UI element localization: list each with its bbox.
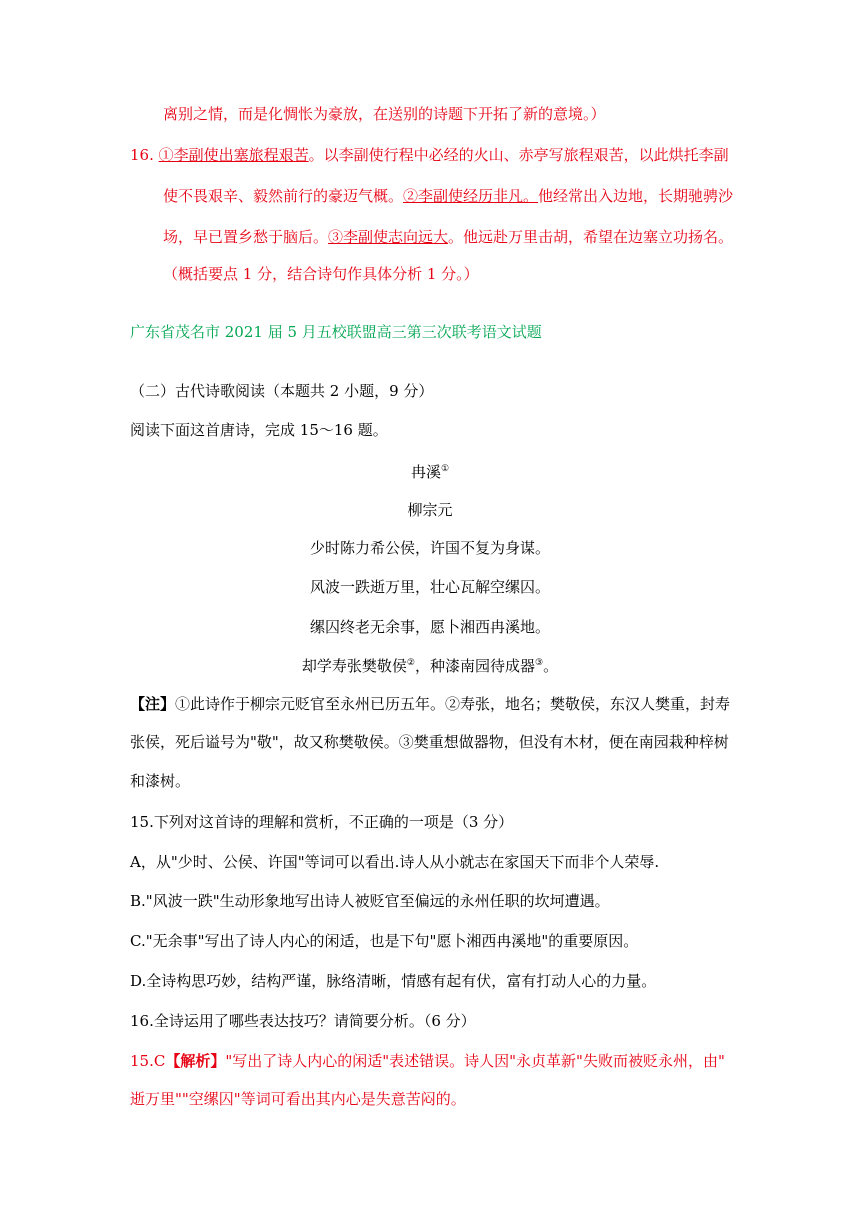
poem-title-text: 冉溪 [410,463,441,481]
point-3-text: 。他远赴万里击胡，希望在边塞立功扬名。 [448,228,734,246]
poem-line-4-b: ，种漆南园待成器 [414,657,535,675]
question-16: 16.全诗运用了哪些表达技巧？请简要分析。（6 分） [130,1012,476,1030]
poem-line-3: 缧囚终老无余事，愿卜湘西冉溪地。 [309,618,550,636]
notes-line-1 [130,694,730,714]
answer-line-1 [130,1051,725,1071]
option-b: B."风波一跌"生动形象地写出诗人被贬官至偏远的永州任职的坎坷遭遇。 [130,892,610,910]
question-15: 15.下列对这首诗的理解和赏析，不正确的一项是（3 分） [130,813,514,831]
notes-text-1: ①此诗作于柳宗元贬官至永州已历五年。②寿张，地名；樊敬侯，东汉人樊重，封寿 [175,695,731,713]
notes-label: 【注】 [130,695,176,713]
answer-line-2: 逝万里""空缧囚"等词可看出其内心是失意苦闷的。 [130,1090,466,1108]
poem-line-2: 风波一跌逝万里，壮心瓦解空缧囚。 [309,578,550,596]
q16-number: 16. [130,146,159,164]
point-2: ②李副使经历非凡。 [403,187,539,205]
point-1-text-cont: 使不畏艰辛、毅然前行的豪迈气概。 [163,187,404,205]
option-c: C."无余事"写出了诗人内心的闲适，也是下句"愿卜湘西冉溪地"的重要原因。 [130,932,639,950]
section-heading: （二）古代诗歌阅读（本题共 2 小题，9 分） [130,382,434,400]
poem-title-note: ① [440,464,450,474]
scoring-note: （概括要点 1 分，结合诗句作具体分析 1 分。） [163,265,479,283]
point-2-text-cont: 场，早已置乡愁于脑后。 [163,228,329,246]
option-d: D.全诗构思巧妙，结构严谨，脉络清晰，情感有起有伏，富有打动人心的力量。 [130,972,657,990]
poem-line-4-c: 。 [543,657,559,675]
note-ref-2: ② [406,658,415,668]
point-2-text: 他经常出入边地，长期驰骋沙 [538,187,734,205]
notes-line-3: 和漆树。 [130,772,191,790]
answer-choice: 15.C [130,1052,166,1070]
poem-author: 柳宗元 [407,501,453,519]
notes-line-2: 张侯，死后谥号为"敬"，故又称樊敬侯。③樊重想做器物，但没有木材，便在南园栽种梓树 [130,733,729,751]
source-title: 广东省茂名市 2021 届 5 月五校联盟高三第三次联考语文试题 [130,323,542,341]
prev-answer-q16-line2 [163,186,733,206]
poem-line-4-a: 却学寿张樊敬侯 [301,657,407,675]
poem-line-4 [0,656,860,676]
point-3: ③李副使志向远大 [328,228,449,246]
prev-answer-q16-line3 [163,227,733,247]
poem-title [0,462,860,482]
poem-line-1: 少时陈力希公侯，许国不复为身谋。 [309,539,550,557]
option-a: A，从"少时、公侯、许国"等词可以看出.诗人从小就志在家国天下而非个人荣辱. [130,853,660,871]
answer-text-1: "写出了诗人内心的闲适"表述错误。诗人因"永贞革新"失败而被贬永州，由" [225,1052,725,1070]
note-ref-3: ③ [535,658,544,668]
point-1-text: 。以李副使行程中必经的火山、赤亭写旅程艰苦，以此烘托李副 [308,146,729,164]
prev-answer-line: 离别之情，而是化惆怅为豪放，在送别的诗题下开拓了新的意境。） [163,105,606,123]
point-1: ①李副使出塞旅程艰苦 [158,146,309,164]
prev-answer-q16-line1 [130,145,729,165]
answer-label: 【解析】 [165,1052,226,1070]
instruction: 阅读下面这首唐诗，完成 15～16 题。 [130,421,388,439]
